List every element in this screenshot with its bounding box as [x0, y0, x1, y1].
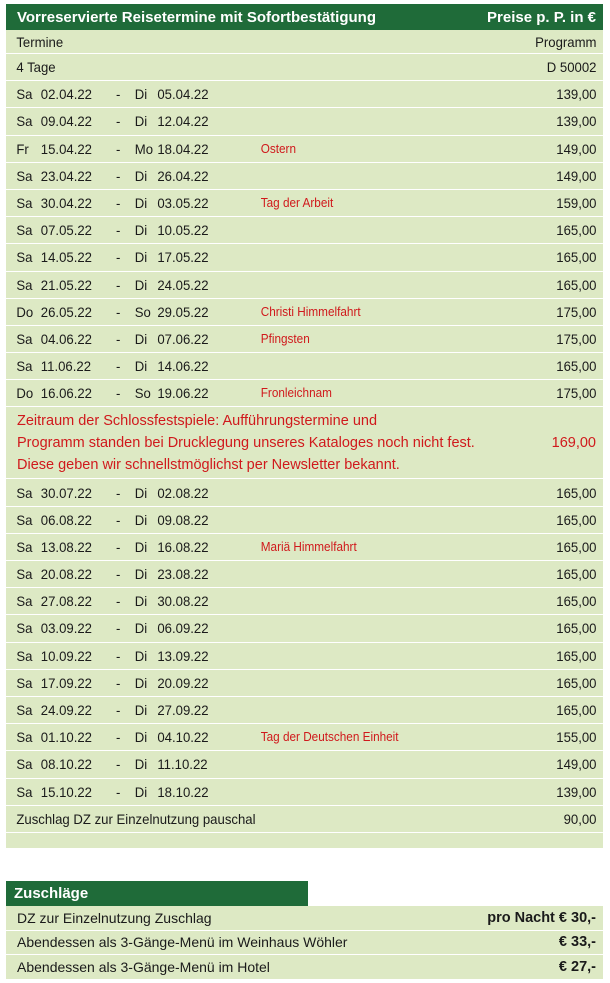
- weekday-to: Di: [134, 330, 148, 347]
- weekday-to: Di: [134, 276, 148, 293]
- date-to: 05.04.22: [157, 86, 209, 103]
- date-from: 15.10.22: [40, 783, 93, 800]
- weekday-from: Sa: [16, 620, 33, 637]
- price-note: Preise p. P. in €: [487, 8, 596, 26]
- weekday-to: Di: [134, 674, 148, 691]
- program-code: D 50002: [546, 59, 597, 76]
- date-row: [6, 353, 603, 380]
- price: 139,00: [556, 783, 597, 800]
- weekday-from: Sa: [16, 484, 33, 501]
- date-row: [6, 615, 603, 642]
- date-from: 23.04.22: [40, 167, 93, 184]
- weekday-to: Di: [134, 593, 148, 610]
- supplement-label: DZ zur Einzelnutzung Zuschlag: [17, 909, 212, 926]
- price: 165,00: [556, 674, 597, 691]
- date-to: 11.10.22: [157, 756, 208, 773]
- price: 165,00: [556, 566, 597, 583]
- duration-row: [6, 54, 603, 81]
- date-to: 23.08.22: [157, 566, 209, 583]
- weekday-to: Di: [134, 86, 148, 103]
- date-from: 07.05.22: [40, 222, 93, 239]
- price: 165,00: [556, 484, 597, 501]
- date-from: 26.05.22: [40, 303, 93, 320]
- col-dates: Termine: [16, 33, 64, 50]
- surcharge-label: Zuschlag DZ zur Einzelnutzung pauschal: [16, 810, 256, 827]
- supplement-label: Abendessen als 3-Gänge-Menü im Hotel: [17, 958, 270, 975]
- date-separator: -: [115, 511, 121, 528]
- date-from: 30.07.22: [40, 484, 93, 501]
- date-separator: -: [115, 385, 121, 402]
- date-to: 13.09.22: [157, 647, 209, 664]
- duration-label: 4 Tage: [16, 59, 56, 76]
- date-row: [6, 670, 603, 697]
- date-row: [6, 299, 603, 326]
- weekday-to: Di: [134, 167, 148, 184]
- travel-dates-table: [6, 4, 603, 848]
- date-from: 03.09.22: [40, 620, 93, 637]
- weekday-from: Sa: [16, 783, 33, 800]
- date-separator: -: [115, 195, 121, 212]
- supplement-row: [6, 931, 603, 956]
- date-separator: -: [115, 303, 121, 320]
- date-from: 13.08.22: [40, 538, 93, 555]
- date-separator: -: [115, 249, 121, 266]
- price: 165,00: [556, 358, 597, 375]
- date-from: 30.04.22: [40, 195, 93, 212]
- supplement-value: € 27,-: [558, 958, 596, 975]
- date-row: [6, 534, 603, 561]
- surcharge-row: [6, 806, 603, 833]
- price: 165,00: [556, 702, 597, 719]
- date-separator: -: [115, 702, 121, 719]
- supplement-label: Abendessen als 3-Gänge-Menü im Weinhaus Wöhler: [17, 934, 348, 951]
- date-from: 02.04.22: [40, 86, 93, 103]
- weekday-to: Di: [134, 729, 148, 746]
- weekday-from: Sa: [16, 113, 33, 130]
- date-separator: -: [115, 140, 121, 157]
- column-headers: [6, 30, 603, 54]
- date-separator: -: [115, 566, 121, 583]
- date-row: [6, 479, 603, 506]
- date-row: [6, 779, 603, 806]
- price: 139,00: [556, 113, 597, 130]
- festival-notice-row: [6, 407, 603, 479]
- date-to: 30.08.22: [157, 593, 209, 610]
- date-separator: -: [115, 330, 121, 347]
- date-from: 21.05.22: [40, 276, 93, 293]
- weekday-from: Sa: [16, 729, 33, 746]
- weekday-to: Di: [134, 113, 148, 130]
- price: 175,00: [556, 385, 597, 402]
- date-from: 17.09.22: [40, 674, 93, 691]
- weekday-to: Di: [134, 756, 148, 773]
- weekday-from: Sa: [16, 86, 33, 103]
- date-separator: -: [115, 113, 121, 130]
- date-row: [6, 507, 603, 534]
- price: 165,00: [556, 538, 597, 555]
- weekday-from: Sa: [16, 167, 33, 184]
- festival-notice-text: Zeitraum der Schlossfestspiele: Aufführungstermine und Programm standen bei Drucklegung unseres Kataloges noch nicht fest. Diese geben wir schnellstmöglichst per Newsletter bekannt.: [17, 412, 475, 473]
- date-to: 12.04.22: [157, 113, 209, 130]
- date-separator: -: [115, 484, 121, 501]
- supplement-value: pro Nacht € 30,-: [487, 909, 596, 926]
- date-row: [6, 272, 603, 299]
- date-from: 16.06.22: [40, 385, 93, 402]
- date-row: [6, 326, 603, 353]
- date-row: [6, 108, 603, 135]
- date-from: 11.06.22: [40, 358, 92, 375]
- date-to: 26.04.22: [157, 167, 209, 184]
- weekday-from: Sa: [16, 566, 33, 583]
- date-row: [6, 561, 603, 588]
- date-separator: -: [115, 358, 121, 375]
- date-to: 18.10.22: [157, 783, 209, 800]
- holiday-note: Christi Himmelfahrt: [260, 304, 361, 319]
- date-from: 24.09.22: [40, 702, 93, 719]
- table-title: Vorreservierte Reisetermine mit Sofortbestätigung: [17, 8, 376, 26]
- table-header: [6, 4, 603, 30]
- supplements-table: [6, 906, 603, 980]
- date-to: 02.08.22: [157, 484, 209, 501]
- weekday-from: Sa: [16, 222, 33, 239]
- date-separator: -: [115, 729, 121, 746]
- weekday-from: Sa: [16, 330, 33, 347]
- price: 175,00: [556, 303, 597, 320]
- price: 149,00: [556, 167, 597, 184]
- date-to: 29.05.22: [157, 303, 209, 320]
- date-from: 20.08.22: [40, 566, 93, 583]
- supplements-title: Zuschläge: [14, 885, 89, 902]
- price: 139,00: [556, 86, 597, 103]
- weekday-to: Di: [134, 647, 148, 664]
- weekday-from: Sa: [16, 538, 33, 555]
- weekday-to: Di: [134, 566, 148, 583]
- date-to: 04.10.22: [157, 729, 209, 746]
- date-separator: -: [115, 276, 121, 293]
- date-to: 24.05.22: [157, 276, 209, 293]
- price: 149,00: [556, 756, 597, 773]
- date-to: 09.08.22: [157, 511, 209, 528]
- weekday-to: Di: [134, 195, 148, 212]
- holiday-note: Ostern: [260, 141, 297, 156]
- weekday-to: Di: [134, 511, 148, 528]
- weekday-from: Sa: [16, 511, 33, 528]
- date-from: 14.05.22: [40, 249, 93, 266]
- price: 159,00: [556, 195, 597, 212]
- weekday-from: Do: [16, 385, 34, 402]
- date-row: [6, 724, 603, 751]
- price: 155,00: [556, 729, 597, 746]
- price: 149,00: [556, 140, 597, 157]
- date-to: 16.08.22: [157, 538, 209, 555]
- price: 165,00: [556, 222, 597, 239]
- weekday-from: Sa: [16, 593, 33, 610]
- date-from: 27.08.22: [40, 593, 93, 610]
- date-separator: -: [115, 222, 121, 239]
- date-from: 09.04.22: [40, 113, 93, 130]
- price: 165,00: [556, 593, 597, 610]
- weekday-from: Sa: [16, 276, 33, 293]
- weekday-to: So: [134, 385, 151, 402]
- supplement-row: [6, 906, 603, 931]
- weekday-from: Fr: [16, 140, 29, 157]
- date-from: 10.09.22: [40, 647, 93, 664]
- date-separator: -: [115, 167, 121, 184]
- date-row: [6, 751, 603, 778]
- weekday-from: Sa: [16, 702, 33, 719]
- date-row: [6, 190, 603, 217]
- dates-group-a: [6, 81, 603, 407]
- date-row: [6, 217, 603, 244]
- date-to: 18.04.22: [157, 140, 209, 157]
- date-to: 20.09.22: [157, 674, 209, 691]
- date-from: 01.10.22: [40, 729, 93, 746]
- weekday-to: Mo: [134, 140, 154, 157]
- surcharge-price: 90,00: [563, 810, 597, 827]
- weekday-to: Di: [134, 249, 148, 266]
- weekday-from: Do: [16, 303, 34, 320]
- weekday-from: Sa: [16, 249, 33, 266]
- date-from: 08.10.22: [40, 756, 93, 773]
- date-separator: -: [115, 647, 121, 664]
- dates-group-b: [6, 479, 603, 805]
- date-row: [6, 163, 603, 190]
- weekday-from: Sa: [16, 647, 33, 664]
- weekday-to: Di: [134, 538, 148, 555]
- price: 165,00: [556, 249, 597, 266]
- holiday-note: Tag der Deutschen Einheit: [260, 730, 399, 745]
- date-to: 07.06.22: [157, 330, 209, 347]
- holiday-note: Fronleichnam: [260, 386, 332, 401]
- price: 165,00: [556, 511, 597, 528]
- date-from: 04.06.22: [40, 330, 93, 347]
- price: 175,00: [556, 330, 597, 347]
- supplements-header: [6, 881, 308, 906]
- weekday-from: Sa: [16, 756, 33, 773]
- weekday-from: Sa: [16, 674, 33, 691]
- date-separator: -: [115, 674, 121, 691]
- festival-notice-price: 169,00: [551, 434, 596, 451]
- date-row: [6, 244, 603, 271]
- date-separator: -: [115, 86, 121, 103]
- date-to: 10.05.22: [157, 222, 209, 239]
- col-program: Programm: [535, 33, 597, 50]
- date-to: 14.06.22: [157, 358, 209, 375]
- weekday-from: Sa: [16, 195, 33, 212]
- weekday-to: Di: [134, 783, 148, 800]
- date-row: [6, 81, 603, 108]
- date-row: [6, 136, 603, 163]
- date-separator: -: [115, 783, 121, 800]
- date-separator: -: [115, 593, 121, 610]
- weekday-from: Sa: [16, 358, 33, 375]
- date-from: 15.04.22: [40, 140, 93, 157]
- date-row: [6, 380, 603, 407]
- weekday-to: Di: [134, 620, 148, 637]
- date-separator: -: [115, 538, 121, 555]
- weekday-to: So: [134, 303, 151, 320]
- date-to: 27.09.22: [157, 702, 209, 719]
- holiday-note: Mariä Himmelfahrt: [260, 539, 357, 554]
- date-from: 06.08.22: [40, 511, 93, 528]
- price: 165,00: [556, 620, 597, 637]
- date-row: [6, 697, 603, 724]
- weekday-to: Di: [134, 484, 148, 501]
- holiday-note: Pfingsten: [260, 331, 310, 346]
- date-row: [6, 588, 603, 615]
- date-separator: -: [115, 756, 121, 773]
- date-to: 19.06.22: [157, 385, 209, 402]
- weekday-to: Di: [134, 222, 148, 239]
- date-to: 06.09.22: [157, 620, 209, 637]
- price: 165,00: [556, 647, 597, 664]
- supplement-value: € 33,-: [558, 934, 596, 951]
- supplement-row: [6, 955, 603, 980]
- date-separator: -: [115, 620, 121, 637]
- date-row: [6, 643, 603, 670]
- date-to: 17.05.22: [157, 249, 209, 266]
- price: 165,00: [556, 276, 597, 293]
- weekday-to: Di: [134, 702, 148, 719]
- holiday-note: Tag der Arbeit: [260, 196, 334, 211]
- date-to: 03.05.22: [157, 195, 209, 212]
- weekday-to: Di: [134, 358, 148, 375]
